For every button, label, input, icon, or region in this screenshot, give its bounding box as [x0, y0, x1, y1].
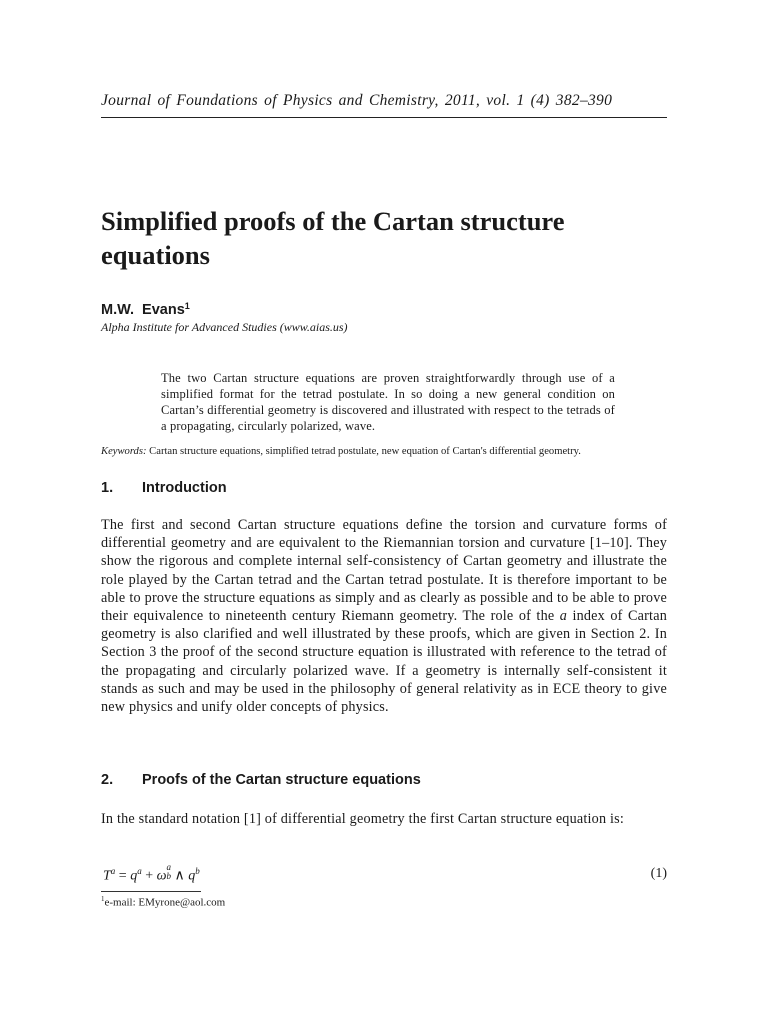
- eq-index: a: [110, 866, 116, 876]
- equation-body: [103, 862, 200, 885]
- eq-index: b: [166, 871, 171, 882]
- equation-1: [101, 862, 667, 888]
- footnote: [101, 895, 225, 909]
- eq-equals: =: [118, 868, 127, 884]
- keywords: [101, 446, 671, 457]
- journal-header: Journal of Foundations of Physics and Chemistry, 2011, vol. 1 (4) 382–390: [101, 92, 613, 109]
- paper-title: Simplified proofs of the Cartan structure equations: [101, 206, 565, 270]
- abstract: The two Cartan structure equations are proven straightforwardly through use of a simplified format for the tetrad postulate. In so doing a new general condition on Cartan’s differential geometry is discovered and illustrated with respect to the tetrads of a propagating, circularly polarized, wave.: [161, 371, 615, 433]
- eq-index: a: [166, 862, 171, 873]
- header-rule: [101, 117, 667, 118]
- eq-plus: +: [145, 868, 154, 884]
- introduction-paragraph: The first and second Cartan structure equations define the torsion and curvature forms of differential geometry and are equivalent to the Riemannian torsion and curvature [1–10]. They show the rigorous and complete internal self-consistency of Cartan geometry and illustrate the role played by the Cartan tetrad and the Cartan tetrad postulate. It is therefore important to be able to prove the structure equations as simply and as clearly as possible and to be able to prove their equivalence to nineteenth century Riemann geometry. The role of the a index of Cartan geometry is also clarified and well illustrated by these proofs, which are given in Section 2. In Section 3 the proof of the second structure equation is illustrated with reference to the tetrad of the propagating and circularly polarized wave. If a geometry is internally self-consistent it stands as such and may be used in the philosophy of general relativity as in ECE theory to give new physics and unify older concepts of physics.: [101, 517, 667, 716]
- eq-index: a: [137, 866, 142, 876]
- author-name: [101, 302, 190, 318]
- equation-number: (1): [650, 866, 667, 881]
- author-name-text: M.W. Evans: [101, 302, 185, 318]
- proofs-paragraph: In the standard notation [1] of differential geometry the first Cartan structure equation is:: [101, 811, 625, 827]
- keywords-label: Keywords:: [101, 446, 147, 457]
- section-heading-introduction: [101, 480, 227, 496]
- section-number: 2.: [101, 772, 114, 788]
- section-number: 1.: [101, 480, 114, 496]
- footnote-text: e-mail: EMyrone@aol.com: [104, 896, 226, 909]
- eq-tetrad-symbol: q: [188, 868, 196, 884]
- section-heading-proofs: [101, 772, 421, 788]
- author-affiliation: Alpha Institute for Advanced Studies (www.aias.us): [101, 320, 348, 334]
- keywords-text: Cartan structure equations, simplified tetrad postulate, new equation of Cartan's differential geometry.: [149, 446, 581, 457]
- section-title: Proofs of the Cartan structure equations: [142, 772, 421, 788]
- eq-torsion-symbol: T: [103, 868, 111, 884]
- index-variable: a: [559, 608, 568, 625]
- eq-tetrad-symbol: q: [130, 868, 138, 884]
- eq-omega-indices: [167, 863, 172, 881]
- footnote-mark: 1: [101, 895, 105, 903]
- section-title: Introduction: [142, 480, 227, 496]
- eq-wedge: ∧: [174, 868, 185, 884]
- eq-spin-connection-symbol: ω: [156, 868, 167, 884]
- author-footnote-mark: 1: [184, 301, 190, 311]
- footnote-rule: [101, 891, 201, 892]
- eq-index: b: [195, 866, 200, 876]
